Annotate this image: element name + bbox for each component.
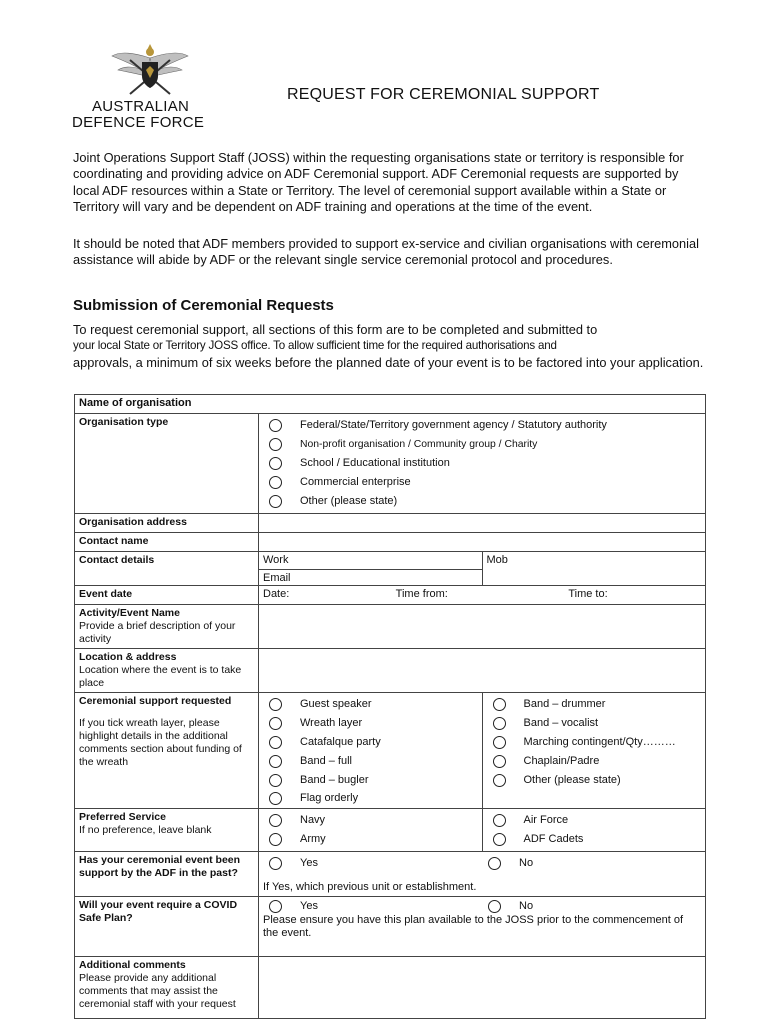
- covid-yes[interactable]: Yes: [263, 899, 482, 914]
- name-of-org-label: Name of organisation: [79, 397, 192, 409]
- ceremonial-option[interactable]: Band – vocalist: [487, 714, 702, 733]
- radio-circle-icon[interactable]: [269, 833, 282, 846]
- mobile-field[interactable]: Mob: [482, 552, 706, 586]
- page-title: REQUEST FOR CEREMONIAL SUPPORT: [287, 86, 600, 103]
- radio-circle-icon[interactable]: [493, 833, 506, 846]
- previous-support-followup[interactable]: If Yes, which previous unit or establishment.: [263, 881, 477, 893]
- radio-circle-icon[interactable]: [269, 736, 282, 749]
- org-type-option[interactable]: School / Educational institution: [263, 454, 701, 473]
- comments-label: Additional comments: [79, 959, 186, 971]
- submission-line-b: your local State or Territory JOSS office. To allow sufficient time for the required authorisations and: [73, 339, 557, 353]
- service-options-right: [482, 809, 706, 852]
- ceremonial-note: If you tick wreath layer, please highlight details in the additional comments section about funding of the wreath: [79, 717, 242, 768]
- ceremonial-option[interactable]: Other (please state): [487, 771, 702, 790]
- org-address-field[interactable]: [259, 514, 706, 533]
- time-from-label: Time from:: [395, 588, 448, 600]
- ceremonial-option[interactable]: Chaplain/Padre: [487, 752, 702, 771]
- radio-circle-icon[interactable]: [269, 419, 282, 432]
- activity-field[interactable]: [259, 605, 706, 649]
- org-type-label: Organisation type: [79, 416, 169, 428]
- preferred-service-desc: If no preference, leave blank: [79, 824, 212, 836]
- request-form-table: [74, 394, 706, 1019]
- radio-circle-icon[interactable]: [269, 438, 282, 451]
- ceremonial-label: Ceremonial support requested: [79, 695, 232, 707]
- ceremonial-option[interactable]: Band – full: [263, 752, 478, 771]
- radio-circle-icon[interactable]: [269, 495, 282, 508]
- org-address-label: Organisation address: [79, 516, 187, 528]
- service-options-left: [259, 809, 483, 852]
- radio-circle-icon[interactable]: [269, 755, 282, 768]
- service-option-navy[interactable]: Navy: [263, 811, 478, 830]
- preferred-service-label: Preferred Service: [79, 811, 166, 823]
- previous-support-yes[interactable]: Yes: [263, 854, 482, 873]
- radio-circle-icon[interactable]: [269, 857, 282, 870]
- org-type-options: [259, 414, 706, 514]
- radio-circle-icon[interactable]: [269, 792, 282, 805]
- service-option-adf-cadets[interactable]: ADF Cadets: [487, 830, 702, 849]
- event-date-field[interactable]: [259, 586, 706, 605]
- date-label: Date:: [263, 588, 290, 600]
- ceremonial-option[interactable]: Marching contingent/Qty………: [487, 733, 702, 752]
- activity-label: Activity/Event Name: [79, 607, 180, 619]
- ceremonial-options-left: [259, 693, 483, 809]
- org-type-option[interactable]: Federal/State/Territory government agency / Statutory authority: [263, 416, 701, 435]
- location-label: Location & address: [79, 651, 177, 663]
- radio-circle-icon[interactable]: [269, 698, 282, 711]
- radio-circle-icon[interactable]: [493, 736, 506, 749]
- radio-circle-icon[interactable]: [493, 717, 506, 730]
- radio-circle-icon[interactable]: [488, 857, 501, 870]
- covid-no[interactable]: No: [482, 899, 701, 914]
- radio-circle-icon[interactable]: [269, 476, 282, 489]
- intro-paragraph-2: It should be noted that ADF members provided to support ex-service and civilian organisations with ceremonial assistance will abide by ADF or the relevant single service ceremonial protocol and procedures.: [73, 236, 699, 268]
- previous-support-field: [259, 852, 706, 897]
- location-desc: Location where the event is to take place: [79, 664, 242, 689]
- service-option-army[interactable]: Army: [263, 830, 478, 849]
- previous-support-no[interactable]: No: [482, 854, 701, 873]
- org-type-option[interactable]: Non-profit organisation / Community group / Charity: [263, 435, 701, 454]
- time-to-label: Time to:: [568, 588, 608, 600]
- covid-note: Please ensure you have this plan available to the JOSS prior to the commencement of the event.: [263, 914, 684, 939]
- ceremonial-option[interactable]: Band – drummer: [487, 695, 702, 714]
- event-date-label: Event date: [79, 588, 133, 600]
- radio-circle-icon[interactable]: [269, 900, 282, 913]
- radio-circle-icon[interactable]: [269, 774, 282, 787]
- name-of-org-row[interactable]: [75, 395, 706, 414]
- contact-name-field[interactable]: [259, 533, 706, 552]
- covid-label: Will your event require a COVID Safe Plan?: [79, 899, 238, 924]
- org-type-option[interactable]: Commercial enterprise: [263, 473, 701, 492]
- service-option-air-force[interactable]: Air Force: [487, 811, 702, 830]
- contact-details-label: Contact details: [79, 554, 155, 566]
- ceremonial-options-right: [482, 693, 706, 809]
- ceremonial-option[interactable]: Flag orderly: [263, 790, 478, 806]
- covid-field: [259, 897, 706, 957]
- email-field[interactable]: Email: [259, 569, 483, 585]
- submission-heading: Submission of Ceremonial Requests: [73, 297, 334, 314]
- contact-name-label: Contact name: [79, 535, 149, 547]
- submission-line-a: To request ceremonial support, all sections of this form are to be completed and submitted to: [73, 322, 598, 337]
- radio-circle-icon[interactable]: [493, 698, 506, 711]
- radio-circle-icon[interactable]: [493, 755, 506, 768]
- previous-support-label: Has your ceremonial event been support by the ADF in the past?: [79, 854, 241, 879]
- work-phone-field[interactable]: Work Email: [259, 552, 483, 586]
- radio-circle-icon[interactable]: [269, 457, 282, 470]
- ceremonial-option[interactable]: Guest speaker: [263, 695, 478, 714]
- submission-paragraph: [73, 322, 705, 371]
- adf-logo: [70, 40, 230, 132]
- adf-crest-icon: [108, 40, 192, 100]
- logo-text-line1: AUSTRALIAN: [92, 98, 190, 115]
- submission-line-c: approvals, a minimum of six weeks before the planned date of your event is to be factored into your application.: [73, 354, 704, 370]
- comments-field[interactable]: [259, 957, 706, 1019]
- comments-desc: Please provide any additional comments that may assist the ceremonial staff with your request: [79, 972, 236, 1010]
- radio-circle-icon[interactable]: [493, 814, 506, 827]
- location-field[interactable]: [259, 649, 706, 693]
- ceremonial-option[interactable]: Band – bugler: [263, 771, 478, 790]
- logo-text-line2: DEFENCE FORCE: [72, 114, 205, 131]
- radio-circle-icon[interactable]: [269, 717, 282, 730]
- activity-desc: Provide a brief description of your activity: [79, 620, 236, 645]
- intro-paragraph-1: Joint Operations Support Staff (JOSS) within the requesting organisations state or territory is responsible for coordinating and providing advice on ADF Ceremonial support. ADF Ceremonial requests are supported by local ADF resources within a State or Territory. The level of ceremonial support available within a State or Territory will vary and be dependent on ADF training and operations at the time of the event.: [73, 150, 684, 214]
- radio-circle-icon[interactable]: [269, 814, 282, 827]
- org-type-option[interactable]: Other (please state): [263, 492, 701, 511]
- radio-circle-icon[interactable]: [493, 774, 506, 787]
- radio-circle-icon[interactable]: [488, 900, 501, 913]
- ceremonial-option[interactable]: Catafalque party: [263, 733, 478, 752]
- ceremonial-option[interactable]: Wreath layer: [263, 714, 478, 733]
